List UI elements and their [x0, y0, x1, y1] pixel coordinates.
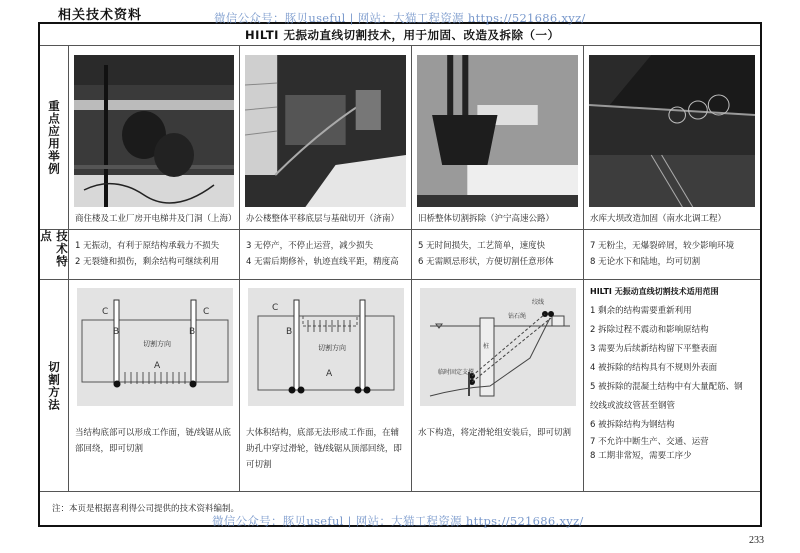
diagram-underwater	[420, 288, 576, 406]
photo-old-bridge	[417, 55, 578, 207]
document-frame	[38, 22, 762, 527]
svg-text:切割方向: 切割方向	[143, 340, 171, 348]
feature-item: 7 无粉尘，无爆裂碎屑，较少影响环境	[590, 241, 735, 251]
watermark-top: 微信公众号：豚贝useful | 网站：大猫工程资源 https://521686.xyz/	[214, 11, 586, 25]
scope-cell	[584, 280, 760, 491]
application-cell-2	[240, 45, 412, 229]
photo-caption: 办公楼整体平移底层与基础切开（济南）	[246, 214, 400, 224]
method-cell-3	[412, 280, 584, 491]
row-label-features: 技术特点	[40, 230, 69, 279]
method-description: 当结构底部可以形成工作面，链/线锯从底部回绕，即可切割	[75, 428, 231, 454]
scope-title: HILTI 无振动直线切割技术适用范围	[590, 287, 719, 296]
svg-text:桩: 桩	[483, 343, 490, 350]
feature-item: 2 无裂缝和损伤，剩余结构可继续利用	[75, 257, 220, 267]
scope-item: 8 工期非常短，需要工序少	[590, 451, 692, 461]
photo-office-building	[245, 55, 406, 207]
svg-text:B: B	[286, 327, 293, 337]
svg-text:切割方向: 切割方向	[318, 344, 346, 352]
scope-item: 2 拆除过程不震动和影响原结构	[590, 325, 709, 335]
svg-text:绞线: 绞线	[532, 299, 545, 306]
feature-cell-1	[69, 230, 240, 279]
page-number: 233	[749, 535, 764, 546]
scope-item: 3 需要为后续新结构留下平整表面	[590, 344, 718, 354]
row-label-methods: 切割方法	[40, 280, 69, 491]
watermark-bottom: 微信公众号：豚贝useful | 网站：大猫工程资源 https://521686.xyz/	[212, 514, 584, 528]
scope-item: 6 被拆除结构为钢结构	[590, 420, 675, 430]
features-row	[40, 230, 760, 280]
feature-item: 5 无时间损失，工艺简单，速度快	[418, 241, 546, 251]
scope-item: 7 不允许中断生产、交通、运营	[590, 437, 709, 447]
feature-item: 4 无需后期修补，轨迹直线平距，精度高	[246, 257, 399, 267]
feature-item: 6 无需顾忌形状，方便切割任意形体	[418, 257, 554, 267]
method-cell-2	[240, 280, 412, 491]
diagram-top-wrap	[248, 288, 404, 406]
photo-caption: 旧桥整体切割拆除（沪宁高速公路）	[418, 214, 555, 224]
photo-reservoir-dam	[589, 55, 755, 207]
svg-text:临时固定支撑: 临时固定支撑	[438, 369, 475, 376]
photo-caption: 水库大坝改造加固（南水北调工程）	[590, 214, 727, 224]
scope-item: 1 剩余的结构需要重新利用	[590, 306, 692, 316]
svg-text:C: C	[272, 303, 279, 313]
svg-text:B: B	[113, 327, 120, 337]
scope-item: 绞线或波纹管甚至钢管	[590, 401, 676, 411]
method-description: 大体积结构，底部无法形成工作面，在辅助孔中穿过滑轮，链/线锯从顶部回绕，即可切割	[246, 428, 402, 470]
feature-item: 3 无停产，不停止运营，减少损失	[246, 241, 374, 251]
applications-row	[40, 45, 760, 230]
feature-cell-3	[412, 230, 584, 279]
svg-text:A: A	[154, 361, 161, 371]
feature-item: 1 无振动，有利于原结构承载力不损失	[75, 241, 220, 251]
scope-item: 5 被拆除的混凝土结构中有大量配筋、钢	[590, 382, 743, 392]
svg-text:B: B	[189, 327, 196, 337]
application-cell-4	[584, 45, 760, 229]
photo-caption: 商住楼及工业厂房开电梯井及门洞（上海）	[75, 214, 237, 224]
application-cell-3	[412, 45, 584, 229]
feature-item: 8 无论水下和陆地，均可切割	[590, 257, 701, 267]
svg-text:C: C	[203, 307, 210, 317]
diagram-bottom-wrap	[77, 288, 233, 406]
method-cell-1	[69, 280, 240, 491]
page-title: HILTI 无振动直线切割技术，用于加固、改造及拆除（一）	[245, 28, 560, 42]
row-label-applications: 重点应用举例	[40, 45, 69, 229]
svg-text:C: C	[102, 307, 109, 317]
section-title: 相关技术资料	[58, 8, 143, 23]
photo-elevator-shaft	[74, 55, 234, 207]
methods-row	[40, 280, 760, 492]
svg-text:A: A	[326, 369, 333, 379]
method-description: 水下构造，将定滑轮组安装后，即可切割	[418, 428, 572, 438]
feature-cell-4	[584, 230, 760, 279]
feature-cell-2	[240, 230, 412, 279]
application-cell-1	[69, 45, 240, 229]
note-text: 注：本页是根据喜利得公司提供的技术资料编制。	[52, 504, 240, 514]
svg-text:钻石绳: 钻石绳	[508, 313, 527, 320]
title-row	[40, 24, 760, 46]
scope-item: 4 被拆除的结构具有不规则外表面	[590, 363, 718, 373]
